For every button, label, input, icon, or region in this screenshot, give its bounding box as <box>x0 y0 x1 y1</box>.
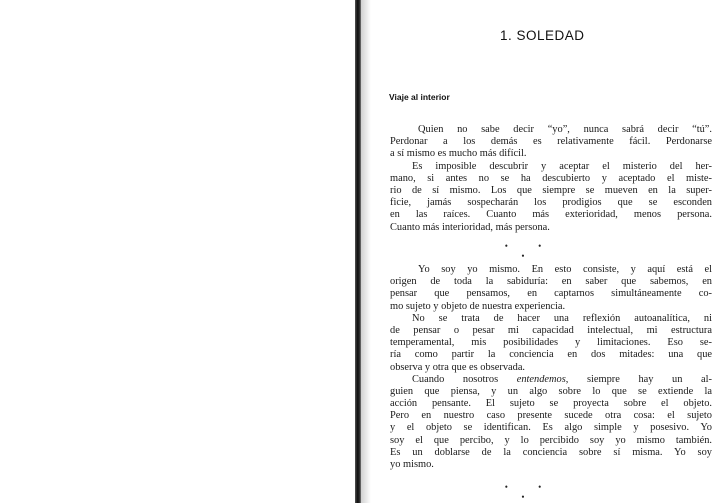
text-line: a sí mismo es mucho más difícil. <box>390 148 527 160</box>
text-line: Yo soy yo mismo. En esto consiste, y aquí está el <box>418 264 712 275</box>
text-line: en las raíces. Cuanto más exterioridad, menos persona. <box>390 209 712 221</box>
text-line: pensar que pensamos, en captarnos simultáneamente co- <box>390 288 712 300</box>
text-line: guien que piensa, y un algo sobre lo que se extiende la <box>390 385 712 397</box>
text-line: y el objeto se identifican. Es algo simple y posesivo. Yo <box>390 422 712 434</box>
section-separator: • • • <box>504 241 556 261</box>
spine-shadow <box>361 0 371 503</box>
text-line: temperamental, mis posibilidades y limitaciones. Eso se- <box>390 337 712 349</box>
text-line: mano, si antes no se ha descubierto y aceptado el miste- <box>390 172 712 184</box>
text-line-mixed <box>390 374 712 386</box>
text-line: Quien no sabe decir “yo”, nunca sabrá decir “tú”. <box>418 124 712 135</box>
text-line: de pensar o pesar mi capacidad intelectual, mi estructura <box>390 324 712 336</box>
emphasized-word: entendemos <box>516 373 566 385</box>
text-line: Es un doblarse de la conciencia sobre sí misma. Yo soy <box>390 446 712 458</box>
section-separator: • • • <box>504 482 556 502</box>
text-line: rio de sí mismo. Los que siempre se mueven en la super- <box>390 184 712 196</box>
text-line: Es imposible descubrir y aceptar el misterio del her- <box>412 160 712 172</box>
text-line: ría como partir la conciencia en dos mitades: una que <box>390 349 712 361</box>
text-line: origen de toda la sabiduría: en saber que sabemos, en <box>390 276 712 288</box>
text-run: , siempre hay un al- <box>565 373 712 385</box>
text-run: Cuando nosotros <box>412 373 499 385</box>
text-line: soy el que percibo, y lo percibido soy yo mismo también. <box>390 434 712 446</box>
text-line: Cuanto más interioridad, más persona. <box>390 221 550 233</box>
text-line: acción pensante. El sujeto se proyecta sobre el objeto. <box>390 398 712 410</box>
text-line: observa y otra que es observada. <box>390 361 526 373</box>
section-heading: Viaje al interior <box>389 92 450 102</box>
text-line: ficie, jamás sospecharán los prodigios que se esconden <box>390 197 712 209</box>
text-line: No se trata de hacer una reflexión autoanalítica, ni <box>412 312 712 324</box>
text-line: yo mismo. <box>390 459 434 470</box>
text-line: mo sujeto y objeto de nuestra experiencia. <box>390 300 566 312</box>
text-line: Perdonar a los demás es relativamente fácil. Perdonarse <box>390 136 712 148</box>
paragraph-block-2 <box>390 264 712 471</box>
text-line: Pero en nuestro caso presente sucede otra cosa: el sujeto <box>390 410 712 422</box>
paragraph-block-1 <box>390 124 712 234</box>
chapter-title: 1. SOLEDAD <box>500 28 585 43</box>
